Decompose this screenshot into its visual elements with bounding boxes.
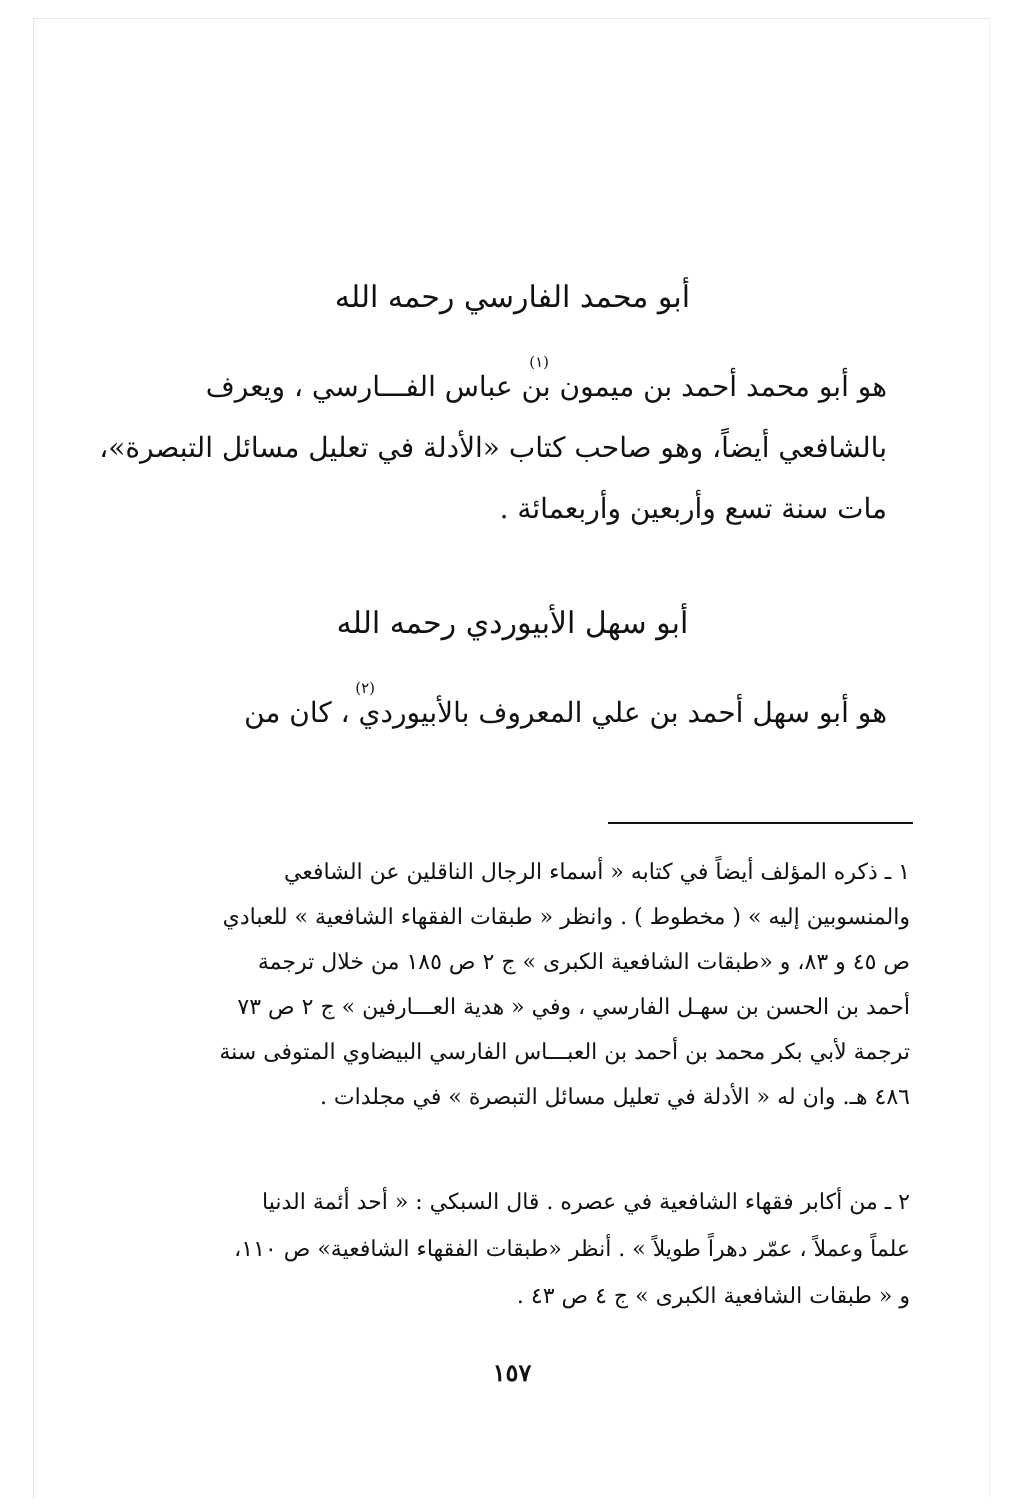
footnote-line: ٤٨٦ هـ. وان له « الأدلة في تعليل مسائل التبصرة » في مجلدات . [319, 1085, 910, 1110]
body-line-text: هو أبو سهل أحمد بن علي المعروف بالأبيوردي ، كان من [244, 696, 887, 729]
section-heading-abu-sahl: أبو سهل الأبيوردي رحمه الله [336, 606, 689, 641]
footnote-line: ٢ ـ من أكابر فقهاء الشافعية في عصره . قال السبكي : « أحد أئمة الدنيا [262, 1190, 910, 1215]
footnote-separator [608, 822, 913, 824]
section-heading-abu-muhammad: أبو محمد الفارسي رحمه الله [334, 280, 691, 315]
footnote-line: والمنسوبين إليه » ( مخطوط ) . وانظر « طبقات الفقهاء الشافعية » للعبادي [222, 905, 910, 930]
footnote-line: و « طبقات الشافعية الكبرى » ج ٤ ص ٤٣ . [516, 1284, 910, 1309]
footnote-line: ترجمة لأبي بكر محمد بن أحمد بن العبـــاس الفارسي البيضاوي المتوفى سنة [219, 1040, 910, 1065]
body-line-text: هو أبو محمد أحمد بن ميمون بن عباس الفـــارسي ، ويعرف [205, 370, 887, 403]
body-line: مات سنة تسع وأربعين وأربعمائة . [499, 492, 887, 525]
body-line: هو أبو محمد أحمد بن ميمون بن عباس الفـــارسي ، ويعرف (١) [205, 353, 887, 403]
body-line: بالشافعي أيضاً، وهو صاحب كتاب «الأدلة في تعليل مسائل التبصرة»، [99, 431, 887, 464]
page-number: ١٥٧ [492, 1358, 532, 1387]
body-line: هو أبو سهل أحمد بن علي المعروف بالأبيوردي ، كان من (٢) [244, 679, 887, 729]
footnote-line: علماً وعملاً ، عمّر دهراً طويلاً » . أنظر «طبقات الفقهاء الشافعية» ص ١١٠، [234, 1237, 910, 1262]
footnote-line: ١ ـ ذكره المؤلف أيضاً في كتابه « أسماء الرجال الناقلين عن الشافعي [284, 860, 910, 885]
footnote-line: أحمد بن الحسن بن سهـل الفارسي ، وفي « هدية العـــارفين » ج ٢ ص ٧٣ [237, 995, 910, 1020]
page-border [33, 18, 990, 1498]
footnote-line: ص ٤٥ و ٨٣، و «طبقات الشافعية الكبرى » ج ٢ ص ١٨٥ من خلال ترجمة [257, 950, 910, 975]
